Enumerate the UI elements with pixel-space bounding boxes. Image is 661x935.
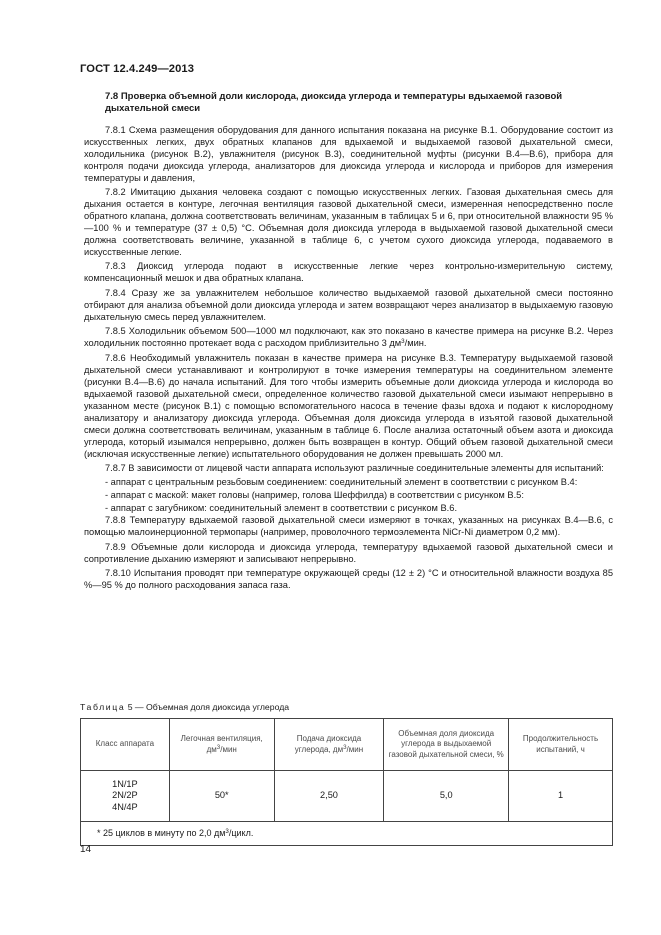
- cell-ventilation: 50*: [169, 771, 274, 822]
- footnote-text: * 25 циклов в минуту по 2,0 дм: [97, 828, 226, 839]
- list-item: - аппарат с загубником: соединительный элемент в соответствии с рисунком В.6.: [105, 502, 458, 513]
- paragraph-7-8-4: 7.8.4 Сразу же за увлажнителем небольшое количество выдыхаемой газовой дыхательной смеси постоянно отбирают для анализа объемной доли диоксида углерода и затем возвращают через анализатор в выдыхаемую газовую дыхательную смесь перед увлажнителем.: [84, 287, 613, 322]
- cell-duration: 1: [509, 771, 613, 822]
- header-co2-supply-unit: углерода, дм: [294, 744, 344, 754]
- paragraph-7-8-1: 7.8.1 Схема размещения оборудования для данного испытания показана на рисунке В.1. Оборудование состоит из искусственных легких, двух обратных клапанов для вдыхаемой и выдыхаемой газовой дыхательной смеси, холодильника (рисунок В.2), увлажнителя (рисунок В.3), соединительной муфты (рисунки В.4—В.6), прибора для контроля подачи диоксида углерода, анализаторов для диоксида углерода и кислорода и приборов для измерения температуры и давления,: [84, 124, 613, 183]
- paragraph-7-8-7: 7.8.7 В зависимости от лицевой части аппарата используют различные соединительные элементы для испытаний:: [105, 462, 604, 473]
- footnote-tail: /цикл.: [228, 828, 254, 839]
- document-body: [84, 91, 613, 593]
- cell-apparatus-class: [81, 771, 170, 822]
- class-item: 1N/1P: [112, 778, 138, 789]
- section-title: 7.8 Проверка объемной доли кислорода, диоксида углерода и температуры вдыхаемой газовой дыхательной смеси: [105, 91, 563, 115]
- table-caption: [80, 702, 289, 713]
- header-co2-supply-line1: Подача диоксида: [296, 734, 362, 744]
- header-ventilation-sup: 3: [216, 743, 221, 751]
- footnote-sup: 3: [225, 828, 229, 836]
- cell-co2-supply: 2,50: [274, 771, 384, 822]
- page-number: 14: [80, 844, 92, 855]
- header-ventilation: [169, 719, 274, 771]
- header-co2-supply-unit-tail: /мин: [346, 744, 364, 754]
- table-footnote: [81, 822, 613, 846]
- header-co2-fraction: Объемная доля диоксида углерода в выдыхаемой газовой дыхательной смеси, %: [384, 719, 509, 771]
- paragraph-7-8-6: 7.8.6 Необходимый увлажнитель показан в качестве примера на рисунке В.3. Температуру выдыхаемой газовой дыхательной смеси устанавливают и контролируют в точке измерения температуры на соединительном элементе (рисунки В.4—В.6) до начала испытаний. Для того чтобы измерить объемные доли диоксида углерода и кислорода во вдыхаемой газовой дыхательной смеси, определенное количество газовой дыхательной смеси изымают непрерывно в указанном месте (рисунок В.1) с помощью вспомогательного насоса в течение фазы вдоха и подают к кислородному анализатору и анализатору диоксида углерода. Объемная доля диоксида углерода в изъятой газовой дыхательной смеси должна соответствовать величинам, указанным в таблице 6. После анализа остаточный объем азота и диоксида углерода, который изымался непрерывно, должен быть возвращен в контур. Общий объем газовой дыхательной смеси (исключая искусственные легкие) испытательного оборудования не должен превышать 2000 мл.: [84, 352, 613, 459]
- cell-co2-fraction: 5,0: [384, 771, 509, 822]
- table-row: [81, 771, 613, 822]
- class-item: 4N/4P: [112, 801, 138, 812]
- document-header: ГОСТ 12.4.249—2013: [80, 63, 195, 75]
- table-caption-text: 5 — Объемная доля диоксида углерода: [127, 702, 290, 712]
- list-item: - аппарат с маской: макет головы (например, голова Шеффилда) в соответствии с рисунком В.5:: [105, 489, 524, 500]
- table-5: [80, 718, 613, 846]
- paragraph-7-8-3: 7.8.3 Диоксид углерода подают в искусственные легкие через контрольно-измерительную систему, компенсационный мешок и два обратных клапана.: [84, 261, 613, 284]
- paragraph-7-8-5-text: 7.8.5 Холодильник объемом 500—1000 мл подключают, как это показано в качестве примера на рисунке В.2. Через холодильник постоянно протекает вода с расходом приблизительно 3 дм: [84, 326, 613, 349]
- paragraph-7-8-5-sup: 3: [401, 338, 405, 346]
- class-item: 2N/2P: [112, 790, 138, 801]
- header-duration: Продолжительность испытаний, ч: [509, 719, 613, 771]
- table-caption-label: Таблица: [80, 702, 126, 712]
- paragraph-7-8-10: 7.8.10 Испытания проводят при температуре окружающей среды (12 ± 2) °С и относительной влажности воздуха 85 %—95 % до полного расходования запаса газа.: [84, 567, 613, 590]
- header-co2-supply: [274, 719, 384, 771]
- paragraph-7-8-8: 7.8.8 Температуру вдыхаемой газовой дыхательной смеси измеряют в точках, указанных на рисунках В.4—В.6, с помощью малоинерционной термопары (например, проволочного термоэлемента NiCr-Ni диаметром 0,2 мм).: [84, 515, 613, 538]
- paragraph-7-8-9: 7.8.9 Объемные доли кислорода и диоксида углерода, температуру вдыхаемой газовой дыхательной смеси и сопротивление дыханию измеряют и записывают непрерывно.: [84, 541, 613, 564]
- header-co2-supply-sup: 3: [343, 743, 347, 751]
- paragraph-7-8-5-tail: /мин.: [404, 338, 427, 349]
- header-ventilation-unit: дм: [206, 744, 217, 754]
- header-apparatus-class: Класс аппарата: [81, 719, 170, 771]
- header-ventilation-line1: Легочная вентиляция,: [180, 734, 263, 744]
- header-ventilation-unit-tail: /мин: [220, 744, 237, 754]
- paragraph-7-8-2: 7.8.2 Имитацию дыхания человека создают с помощью искусственных легких. Газовая дыхательная смесь для дыхания остается в контуре, легочная вентиляция газовой дыхательной смеси, измеренная непосредственно после обратного клапана, должна соответствовать величинам, указанным в таблицах 5 и 6, при относительной влажности 95 %—100 % и температуре (37 ± 0,5) °С. Объемная доля диоксида углерода в выдыхаемой газовой дыхательной смеси должна соответствовать величине, указанной в таблице 6, с учетом сухого диоксида углерода, подаваемого в искусственные легкие.: [84, 186, 613, 257]
- table-header-row: [81, 719, 613, 771]
- paragraph-7-8-5: [84, 325, 613, 349]
- table-footnote-row: [81, 822, 613, 846]
- list-item: - аппарат с центральным резьбовым соединением: соединительный элемент в соответствии с рисунком В.4:: [105, 477, 578, 488]
